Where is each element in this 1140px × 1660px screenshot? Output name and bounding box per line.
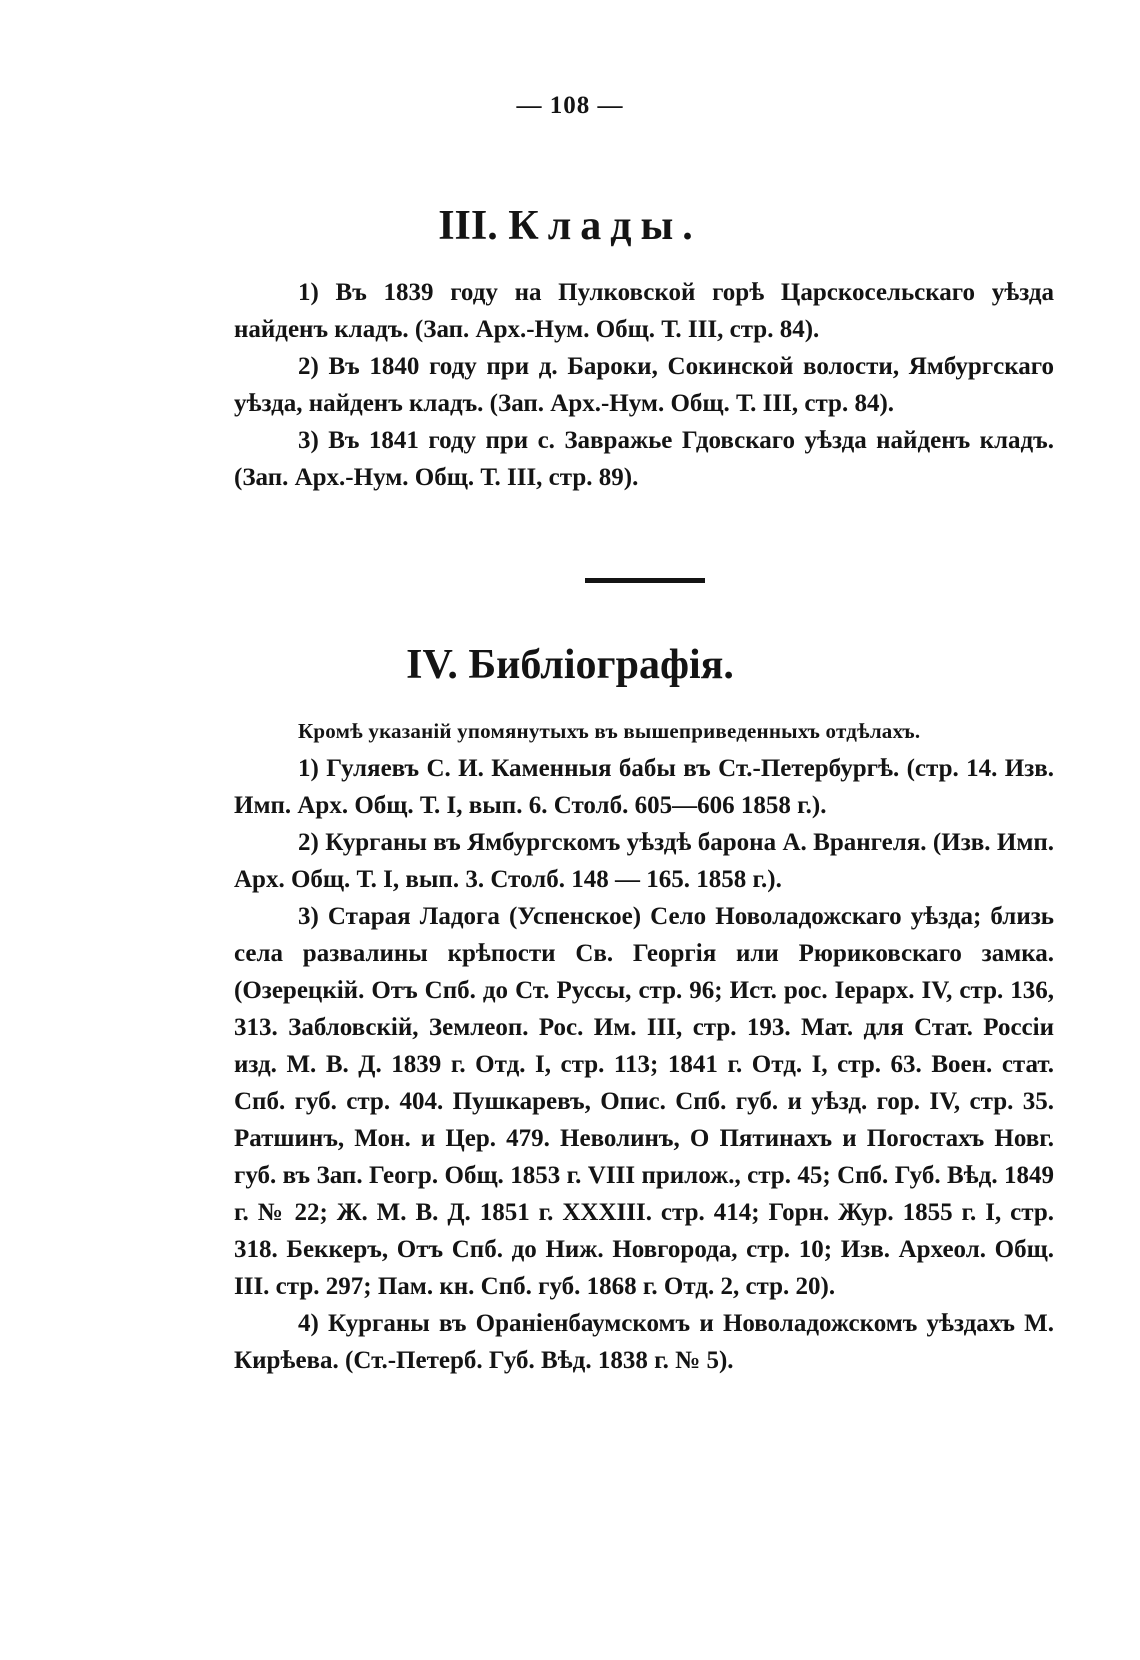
bibliography-list [234, 714, 1054, 1379]
section-heading-text: Библіографія. [468, 642, 734, 688]
treasure-entry: 3) Въ 1841 году при с. Завражье Гдовскаго уѣзда найденъ кладъ. (Зап. Арх.-Нум. Общ. Т. III, стр. 89). [234, 427, 1054, 491]
bibliography-entry: 2) Курганы въ Ямбургскомъ уѣздѣ барона А. Врангеля. (Изв. Имп. Арх. Общ. Т. I, вып. 3. Столб. 148 — 165. 1858 г.). [234, 829, 1054, 893]
section-numeral: IV. [406, 642, 458, 688]
section-title-bibliography [0, 644, 1140, 686]
bibliography-entry: 1) Гуляевъ С. И. Каменныя бабы въ Ст.-Петербургѣ. (стр. 14. Изв. Имп. Арх. Общ. Т. I, вып. 6. Столб. 605—606 1858 г.). [234, 755, 1054, 819]
bibliography-entry: 4) Курганы въ Ораніенбаумскомъ и Новоладожскомъ уѣздахъ М. Кирѣева. (Ст.-Петерб. Губ. Вѣд. 1838 г. № 5). [234, 1310, 1054, 1374]
treasures-list [234, 274, 1054, 496]
section-heading-text: Клады. [508, 203, 702, 249]
section-numeral: III. [438, 203, 498, 249]
treasure-entry: 1) Въ 1839 году на Пулковской горѣ Царскосельскаго уѣзда найденъ кладъ. (Зап. Арх.-Нум. Общ. Т. III, стр. 84). [234, 279, 1054, 343]
section-title-treasures [0, 205, 1140, 247]
page-number: — 108 — [516, 92, 624, 119]
treasure-entry: 2) Въ 1840 году при д. Бароки, Сокинской волости, Ямбургскаго уѣзда, найденъ кладъ. (Зап. Арх.-Нум. Общ. Т. III, стр. 84). [234, 353, 1054, 417]
section-divider [585, 578, 705, 583]
bibliography-intro: Кромѣ указаній упомянутыхъ въ вышеприведенныхъ отдѣлахъ. [298, 719, 921, 743]
bibliography-entry: 3) Старая Ладога (Успенское) Село Новоладожскаго уѣзда; близь села развалины крѣпости Св. Георгія или Рюриковскаго замка. (Озерецкій. Отъ Спб. до Ст. Руссы, стр. 96; Ист. рос. Іерарх. IV, стр. 136, 313. Забловскій, Землеоп. Рос. Им. III, стр. 193. Мат. для Стат. Россіи изд. М. В. Д. 1839 г. Отд. I, стр. 113; 1841 г. Отд. I, стр. 63. Воен. стат. Спб. губ. стр. 404. Пушкаревъ, Опис. Спб. губ. и уѣзд. гор. IV, стр. 35. Ратшинъ, Мон. и Цер. 479. Неволинъ, О Пятинахъ и Погостахъ Новг. губ. въ Зап. Геогр. Общ. 1853 г. VIII прилож., стр. 45; Спб. Губ. Вѣд. 1849 г. № 22; Ж. М. В. Д. 1851 г. XXXIII. стр. 414; Горн. Жур. 1855 г. I, стр. 318. Беккеръ, Отъ Спб. до Ниж. Новгорода, стр. 10; Изв. Археол. Общ. III. стр. 297; Пам. кн. Спб. губ. 1868 г. Отд. 2, стр. 20). [234, 903, 1054, 1300]
